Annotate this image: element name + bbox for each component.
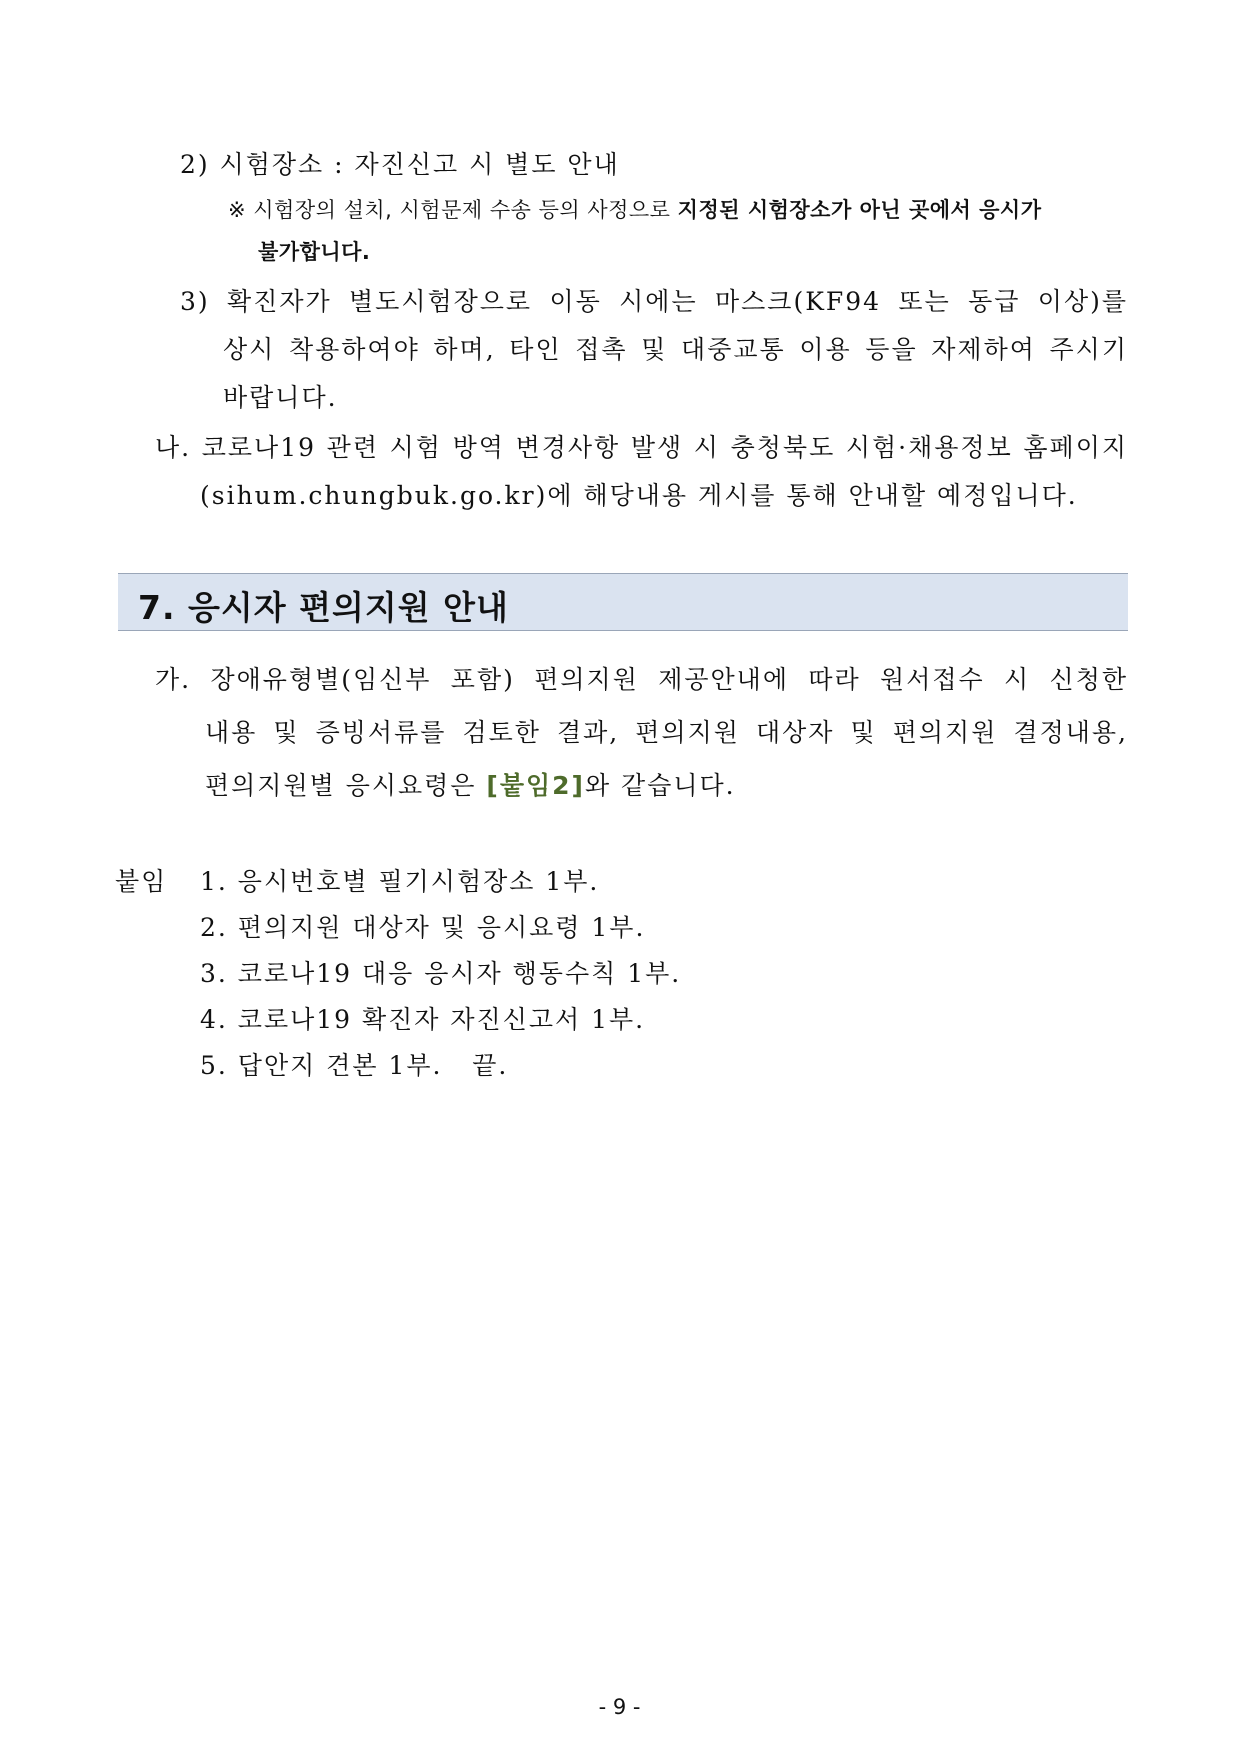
attachment-item-3: 3. 코로나19 대응 응시자 행동수칙 1부. (200, 959, 682, 988)
attachment-item-4: 4. 코로나19 확진자 자진신고서 1부. (200, 1005, 646, 1034)
attachments-label: 붙임 (115, 867, 168, 896)
item-3-line-1: 3) 확진자가 별도시험장으로 이동 시에는 마스크(KF94 또는 동급 이상)를 (180, 287, 1128, 316)
item-2-exam-location: 2) 시험장소 : 자진신고 시 별도 안내 (180, 150, 620, 179)
note-prefix: ※ 시험장의 설치, 시험문제 수송 등의 사정으로 (228, 198, 678, 222)
attachment-item-5: 5. 답안지 견본 1부. 끝. (200, 1051, 509, 1080)
attachment-item-1: 1. 응시번호별 필기시험장소 1부. (200, 867, 600, 896)
section-7-header (118, 573, 1128, 631)
item-ga-line-3 (205, 766, 736, 802)
item-ga-line-1: 가. 장애유형별(임신부 포함) 편의지원 제공안내에 따라 원서접수 시 신청한 (155, 665, 1128, 694)
item-ga-line-2: 내용 및 증빙서류를 검토한 결과, 편의지원 대상자 및 편의지원 결정내용, (205, 718, 1128, 747)
note-bold-2: 불가합니다. (258, 240, 371, 264)
item-3-line-3: 바랍니다. (223, 383, 338, 412)
page-number: - 9 - (598, 1695, 641, 1719)
section-7-title: 7. 응시자 편의지원 안내 (138, 588, 509, 627)
item-na-line-2: (sihum.chungbuk.go.kr)에 해당내용 게시를 통해 안내할 예정입니다. (200, 481, 1078, 510)
note-line-1 (228, 194, 1041, 224)
item-3-line-2: 상시 착용하여야 하며, 타인 접촉 및 대중교통 이용 등을 자제하여 주시기 (223, 335, 1128, 364)
item-ga-line-3-post: 와 같습니다. (584, 771, 736, 800)
attachment-2-reference: [붙임2] (486, 771, 585, 800)
item-na-line-1: 나. 코로나19 관련 시험 방역 변경사항 발생 시 충청북도 시험·채용정보 홈페이지 (155, 433, 1128, 462)
note-bold-1: 지정된 시험장소가 아닌 곳에서 응시가 (677, 198, 1042, 222)
attachment-item-2: 2. 편의지원 대상자 및 응시요령 1부. (200, 913, 646, 942)
item-ga-line-3-pre: 편의지원별 응시요령은 (205, 771, 487, 800)
